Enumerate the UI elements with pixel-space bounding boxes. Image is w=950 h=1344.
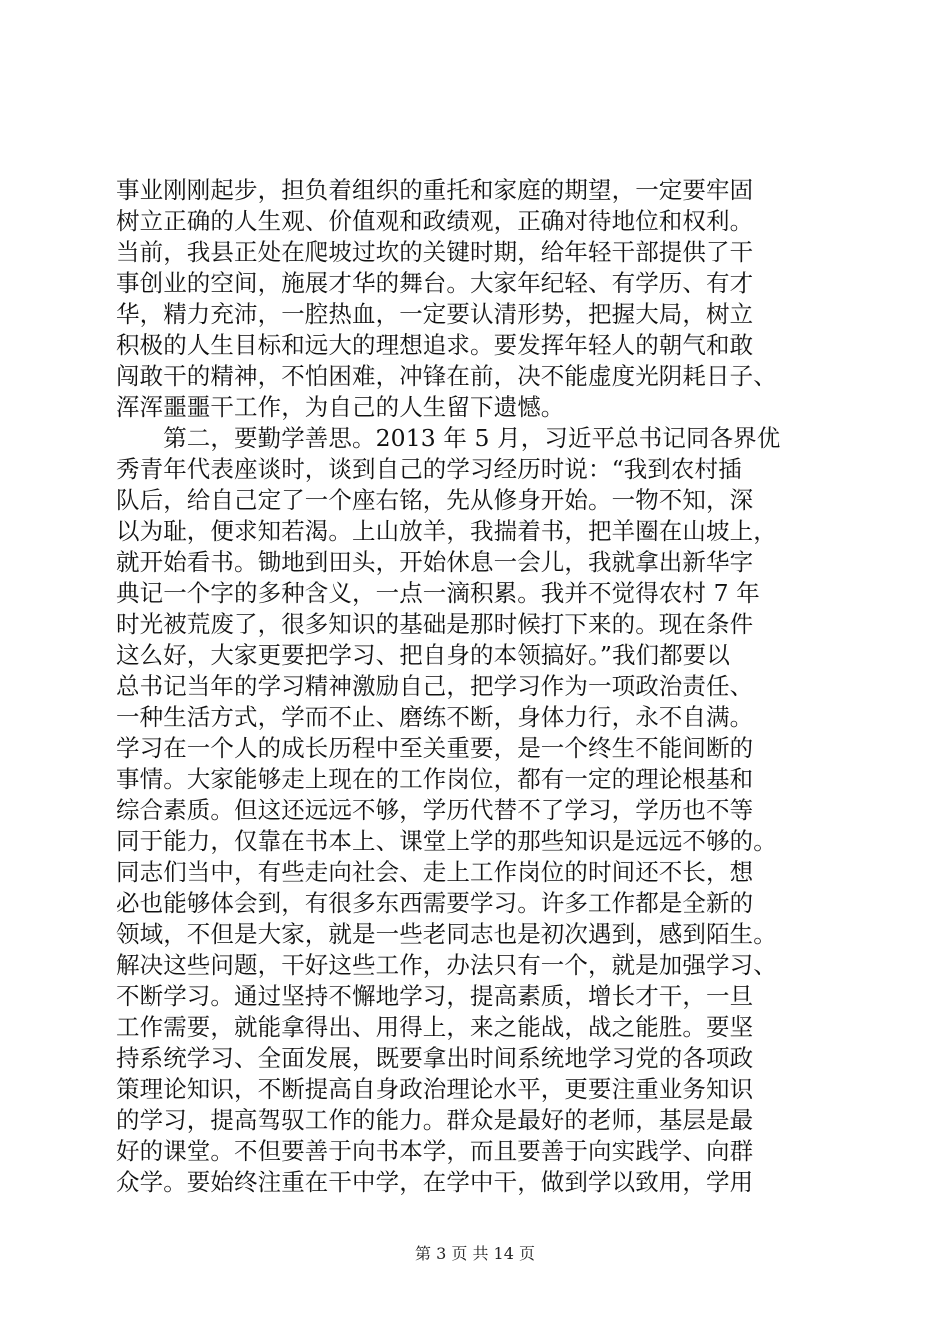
text-line: 秀青年代表座谈时，谈到自己的学习经历时说：“我到农村插: [116, 455, 742, 483]
text-line: 好的课堂。不但要善于向书本学，而且要善于向实践学、向群: [116, 1137, 754, 1165]
text-line: 不断学习。通过坚持不懈地学习，提高素质，增长才干，一旦: [116, 982, 754, 1010]
text-line: 事情。大家能够走上现在的工作岗位，都有一定的理论根基和: [116, 765, 754, 793]
text-line: 领域，不但是大家，就是一些老同志也是初次遇到，感到陌生。: [116, 920, 777, 948]
text-line: 工作需要，就能拿得出、用得上，来之能战，战之能胜。要坚: [116, 1013, 754, 1041]
text-line: 事业刚刚起步，担负着组织的重托和家庭的期望，一定要牢固: [116, 176, 754, 204]
text-line: 策理论知识，不断提高自身政治理论水平，更要注重业务知识: [116, 1075, 754, 1103]
page-footer: 第 3 页 共 14 页: [415, 1244, 535, 1263]
text-line: 树立正确的人生观、价值观和政绩观，正确对待地位和权利。: [116, 207, 754, 235]
text-line: 的学习，提高驾驭工作的能力。群众是最好的老师，基层是最: [116, 1106, 754, 1134]
text-line: 必也能够体会到，有很多东西需要学习。许多工作都是全新的: [116, 889, 754, 917]
text-line: 这么好，大家更要把学习、把自身的本领搞好。”我们都要以: [116, 641, 730, 669]
text-line: 就开始看书。锄地到田头，开始休息一会儿，我就拿出新华字: [116, 548, 754, 576]
text-line: 队后，给自己定了一个座右铭，先从修身开始。一物不知，深: [116, 486, 754, 514]
body-text: [116, 175, 836, 1198]
text-line: 时光被荒废了，很多知识的基础是那时候打下来的。现在条件: [116, 610, 754, 638]
text-line: 持系统学习、全面发展，既要拿出时间系统地学习党的各项政: [116, 1044, 754, 1072]
text-line: 华，精力充沛，一腔热血，一定要认清形势，把握大局，树立: [116, 300, 754, 328]
text-line: 事创业的空间，施展才华的舞台。大家年纪轻、有学历、有才: [116, 269, 754, 297]
text-line: 浑浑噩噩干工作，为自己的人生留下遗憾。: [116, 393, 565, 421]
text-line: 同于能力，仅靠在书本上、课堂上学的那些知识是远远不够的。: [116, 827, 777, 855]
text-line: 当前，我县正处在爬坡过坎的关键时期，给年轻干部提供了干: [116, 238, 754, 266]
text-line: 闯敢干的精神，不怕困难，冲锋在前，决不能虚度光阴耗日子、: [116, 362, 777, 390]
text-line: 典记一个字的多种含义，一点一滴积累。我并不觉得农村 7 年: [116, 579, 760, 607]
text-line: 总书记当年的学习精神激励自己，把学习作为一项政治责任、: [116, 672, 754, 700]
text-line: 以为耻，便求知若渴。上山放羊，我揣着书，把羊圈在山坡上，: [116, 517, 777, 545]
text-line: 一种生活方式，学而不止、磨练不断，身体力行，永不自满。: [116, 703, 754, 731]
text-line: 第二，要勤学善思。2013 年 5 月，习近平总书记同各界优: [116, 424, 781, 452]
text-line: 解决这些问题，干好这些工作，办法只有一个，就是加强学习、: [116, 951, 777, 979]
text-line: 众学。要始终注重在干中学，在学中干，做到学以致用，学用: [116, 1168, 754, 1196]
text-line: 同志们当中，有些走向社会、走上工作岗位的时间还不长，想: [116, 858, 754, 886]
text-line: 学习在一个人的成长历程中至关重要，是一个终生不能间断的: [116, 734, 754, 762]
text-line: 综合素质。但这还远远不够，学历代替不了学习，学历也不等: [116, 796, 754, 824]
text-line: 积极的人生目标和远大的理想追求。要发挥年轻人的朝气和敢: [116, 331, 754, 359]
